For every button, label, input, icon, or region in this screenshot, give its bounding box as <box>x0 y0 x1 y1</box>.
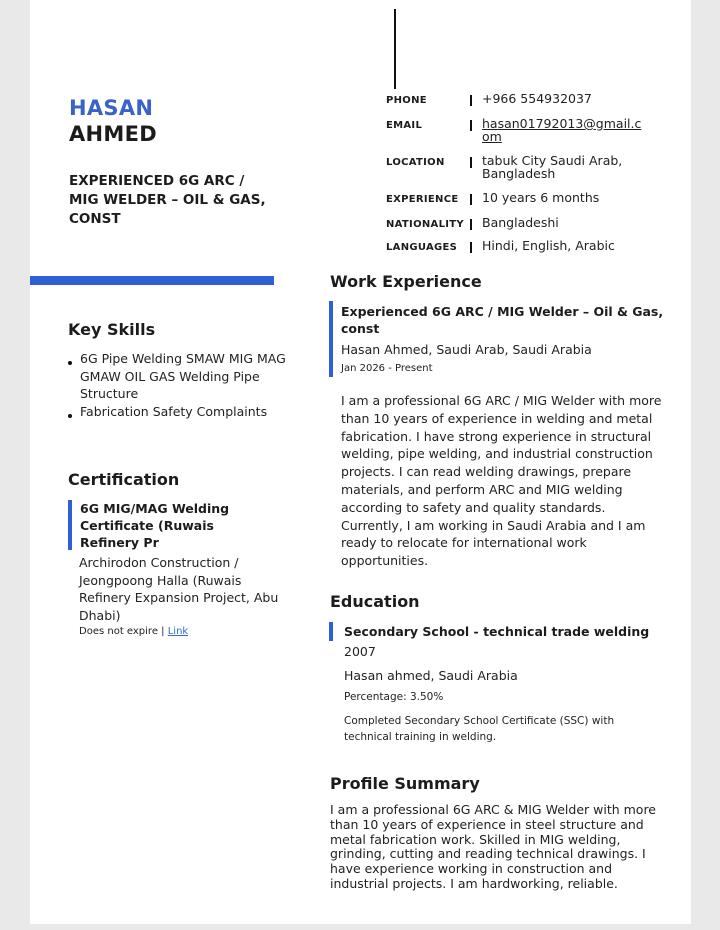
work-dates: Jan 2026 - Present <box>341 363 433 374</box>
education-degree: Secondary School - technical trade welding <box>344 624 650 639</box>
work-company: Hasan Ahmed, Saudi Arab, Saudi Arabia <box>341 342 592 357</box>
education-description: Completed Secondary School Certificate (SSC) with technical training in welding. <box>344 715 615 743</box>
contact-separator <box>470 120 472 131</box>
skills-heading: Key Skills <box>68 320 156 339</box>
work-role: Experienced 6G ARC / MIG Welder – Oil & Gas, const <box>341 304 664 336</box>
accent-bar <box>30 276 274 285</box>
education-year: 2007 <box>344 644 376 659</box>
education-percentage: Percentage: 3.50% <box>344 691 444 703</box>
contact-label: EXPERIENCE <box>386 194 459 205</box>
resume-page <box>30 0 691 924</box>
skill-text: Fabrication Safety Complaints <box>80 403 268 419</box>
meta-separator: | <box>161 626 165 637</box>
contact-label: LOCATION <box>386 157 445 168</box>
bullet-icon <box>68 414 72 418</box>
certificate-name: 6G MIG/MAG Welding Certificate (Ruwais Refinery Pr <box>80 501 230 550</box>
bullet-icon <box>68 361 72 365</box>
entry-marker <box>68 500 72 550</box>
certificate-meta <box>79 626 188 637</box>
contact-value: 10 years 6 months <box>482 190 600 205</box>
contact-label: EMAIL <box>386 120 423 131</box>
work-description: I am a professional 6G ARC / MIG Welder with more than 10 years of experience in welding and metal fabrication. I have strong experience in structural welding, pipe welding, and industrial construction projects. I can read welding drawings, prepare materials, and perform ARC and MIG welding according to safety and quality standards. Currently, I am working in Saudi Arabia and I am ready to relocate for international work opportunities. <box>341 393 662 569</box>
contact-value: Hindi, English, Arabic <box>482 238 615 253</box>
summary-heading: Profile Summary <box>330 774 480 793</box>
header-divider <box>394 9 396 89</box>
education-heading: Education <box>330 592 420 611</box>
certification-heading: Certification <box>68 470 180 489</box>
certificate-link[interactable]: Link <box>167 626 189 637</box>
contact-value: Bangladeshi <box>482 215 559 230</box>
job-title: EXPERIENCED 6G ARC / MIG WELDER – OIL & GAS, CONST <box>69 173 266 227</box>
contact-separator <box>470 95 472 106</box>
contact-value: +966 554932037 <box>482 91 592 106</box>
certificate-issuer: Archirodon Construction / Jeongpoong Halla (Ruwais Refinery Expansion Project, Abu Dhabi) <box>79 555 279 623</box>
skill-text: 6G Pipe Welding SMAW MIG MAG GMAW OIL GAS Welding Pipe Structure <box>80 351 286 401</box>
education-school: Hasan ahmed, Saudi Arabia <box>344 668 518 683</box>
list-item <box>68 403 288 421</box>
contact-label: LANGUAGES <box>386 242 458 253</box>
contact-value: tabuk City Saudi Arab, Bangladesh <box>482 153 623 181</box>
certificate-expiry: Does not expire <box>79 626 158 637</box>
contact-label: NATIONALITY <box>386 219 464 230</box>
list-item <box>68 350 288 403</box>
summary-text: I am a professional 6G ARC & MIG Welder with more than 10 years of experience in steel structure and metal fabrication work. Skilled in MIG welding, grinding, cutting and reading technical drawings. I have experience working in construction and industrial projects. I am hardworking, reliable. <box>330 802 656 891</box>
entry-marker <box>329 622 333 641</box>
contact-label: PHONE <box>386 95 427 106</box>
contact-separator <box>470 219 472 230</box>
email-link[interactable]: hasan01792013@gmail.com <box>482 116 642 144</box>
contact-separator <box>470 194 472 205</box>
contact-separator <box>470 242 472 253</box>
work-heading: Work Experience <box>330 272 482 291</box>
entry-marker <box>329 301 333 377</box>
skills-list <box>68 350 288 420</box>
first-name: HASAN <box>69 96 154 120</box>
contact-separator <box>470 157 472 168</box>
last-name: AHMED <box>69 122 158 146</box>
